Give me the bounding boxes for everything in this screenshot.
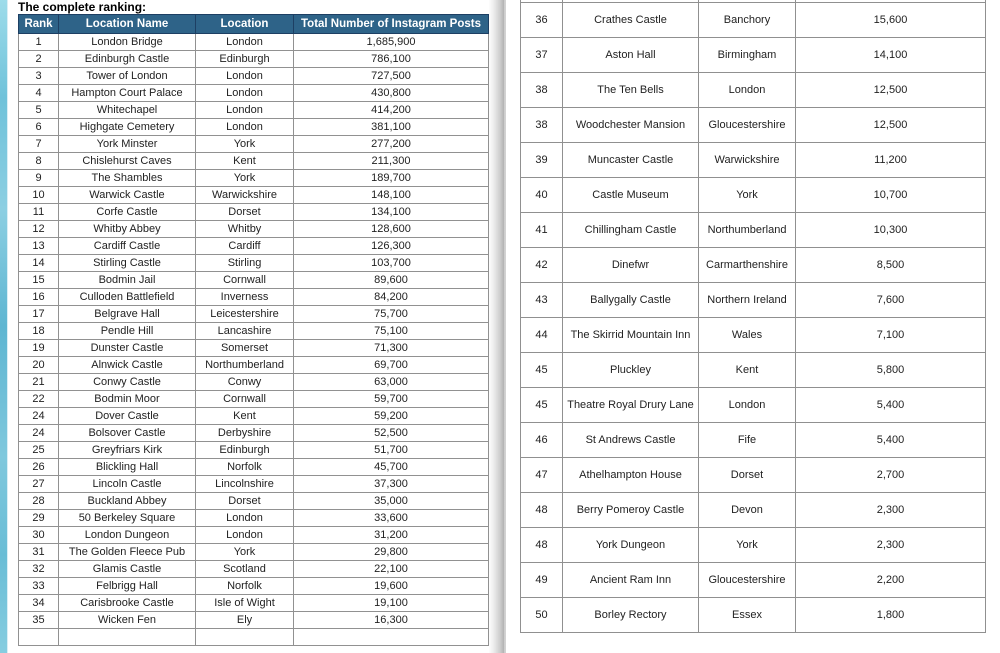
cell-rank: 34	[19, 595, 59, 612]
table-row	[521, 143, 986, 178]
cell-posts: 7,600	[796, 283, 986, 318]
table-row	[19, 544, 489, 561]
cell-location-name: Ancient Ram Inn	[563, 563, 699, 598]
table-row	[19, 595, 489, 612]
cell-rank: 27	[19, 476, 59, 493]
cell-rank: 1	[19, 34, 59, 51]
cell-location: Northumberland	[196, 357, 294, 374]
cell-posts: 786,100	[294, 51, 489, 68]
table-row	[19, 493, 489, 510]
table-row	[521, 283, 986, 318]
cell-rank: 9	[19, 170, 59, 187]
cell-location-name: Greyfriars Kirk	[59, 442, 196, 459]
cell-location: Ely	[196, 612, 294, 629]
table-row	[19, 51, 489, 68]
cell-posts: 8,500	[796, 248, 986, 283]
cell-location-name: Felbrigg Hall	[59, 578, 196, 595]
cell-location: Birmingham	[699, 38, 796, 73]
table-row	[19, 425, 489, 442]
cell-posts: 33,600	[294, 510, 489, 527]
cell-posts: 45,700	[294, 459, 489, 476]
cell-location: Lancashire	[196, 323, 294, 340]
cell-rank: 33	[19, 578, 59, 595]
cell-location-name: Warwick Castle	[59, 187, 196, 204]
cell-rank: 49	[521, 563, 563, 598]
cell-posts: 63,000	[294, 374, 489, 391]
cell-location-name: Dover Castle	[59, 408, 196, 425]
cell-location-name: Tower of London	[59, 68, 196, 85]
cell-location: London	[196, 102, 294, 119]
cell-location: York	[699, 528, 796, 563]
cell-posts: 12,500	[796, 108, 986, 143]
cell-location: London	[196, 85, 294, 102]
cell-location-name: Dunster Castle	[59, 340, 196, 357]
cell-posts: 11,200	[796, 143, 986, 178]
cell-location: Somerset	[196, 340, 294, 357]
cell-location: London	[699, 388, 796, 423]
cell-location-name: Hampton Court Palace	[59, 85, 196, 102]
cell-rank: 48	[521, 528, 563, 563]
cell-rank: 39	[521, 143, 563, 178]
cell-posts: 1,685,900	[294, 34, 489, 51]
cell-posts: 5,400	[796, 423, 986, 458]
cell-location-name: Buckland Abbey	[59, 493, 196, 510]
cell-rank: 25	[19, 442, 59, 459]
cell-posts: 134,100	[294, 204, 489, 221]
table-row	[19, 136, 489, 153]
cell-rank: 37	[521, 38, 563, 73]
cell-location: Warwickshire	[196, 187, 294, 204]
table-row	[19, 272, 489, 289]
table-row	[521, 528, 986, 563]
cell-location: Scotland	[196, 561, 294, 578]
table-row	[521, 213, 986, 248]
page-title: The complete ranking:	[18, 0, 147, 14]
cell-location: Derbyshire	[196, 425, 294, 442]
cell-location-name: Whitechapel	[59, 102, 196, 119]
cell-location: Fife	[699, 423, 796, 458]
cell-posts: 15,600	[796, 3, 986, 38]
table-row	[19, 442, 489, 459]
cell-posts: 103,700	[294, 255, 489, 272]
cell-location: London	[196, 34, 294, 51]
cell-posts: 1,800	[796, 598, 986, 633]
cell-rank: 7	[19, 136, 59, 153]
cell-location-name: 50 Berkeley Square	[59, 510, 196, 527]
cell-location-name: Stirling Castle	[59, 255, 196, 272]
table-row	[19, 102, 489, 119]
cell-location-name: Chillingham Castle	[563, 213, 699, 248]
table-row	[521, 353, 986, 388]
cell-posts: 31,200	[294, 527, 489, 544]
cell-posts: 84,200	[294, 289, 489, 306]
table-row	[19, 323, 489, 340]
cell-rank: 29	[19, 510, 59, 527]
cell-location: Banchory	[699, 3, 796, 38]
cell-rank: 6	[19, 119, 59, 136]
cell-location: Edinburgh	[196, 51, 294, 68]
cell-location-name: London Bridge	[59, 34, 196, 51]
table-row	[521, 318, 986, 353]
cell-location-name: The Golden Fleece Pub	[59, 544, 196, 561]
table-row	[19, 357, 489, 374]
cell-location: Northern Ireland	[699, 283, 796, 318]
cell-location-name: Culloden Battlefield	[59, 289, 196, 306]
column-header-location: Location	[196, 15, 294, 34]
cell-posts: 2,700	[796, 458, 986, 493]
cell-rank: 32	[19, 561, 59, 578]
page-edge-shadow	[489, 0, 506, 653]
table-row	[19, 527, 489, 544]
table-row	[19, 561, 489, 578]
cell-location: Cornwall	[196, 272, 294, 289]
cell-location-name: York Dungeon	[563, 528, 699, 563]
cell-rank: 28	[19, 493, 59, 510]
cell-posts: 148,100	[294, 187, 489, 204]
cell-posts: 37,300	[294, 476, 489, 493]
cell-location: Warwickshire	[699, 143, 796, 178]
cell-location-name: The Ten Bells	[563, 73, 699, 108]
table-row	[521, 598, 986, 633]
cell-posts: 414,200	[294, 102, 489, 119]
cell-rank: 45	[521, 388, 563, 423]
cell-location: Devon	[699, 493, 796, 528]
cell-location-name: Bodmin Jail	[59, 272, 196, 289]
table-row	[521, 38, 986, 73]
cell-location-name: Wicken Fen	[59, 612, 196, 629]
cell-location-name: Conwy Castle	[59, 374, 196, 391]
cell-rank: 42	[521, 248, 563, 283]
cell-location: York	[196, 170, 294, 187]
cell-location: Conwy	[196, 374, 294, 391]
cell-location: Essex	[699, 598, 796, 633]
cell-rank	[19, 629, 59, 646]
cell-location-name: Alnwick Castle	[59, 357, 196, 374]
cell-posts: 2,300	[796, 528, 986, 563]
cell-location-name: Carisbrooke Castle	[59, 595, 196, 612]
table-row	[521, 423, 986, 458]
table-row	[19, 255, 489, 272]
cell-posts: 19,100	[294, 595, 489, 612]
cell-location: Edinburgh	[196, 442, 294, 459]
table-row	[19, 306, 489, 323]
table-row	[19, 221, 489, 238]
cell-rank: 35	[19, 612, 59, 629]
cell-posts: 59,200	[294, 408, 489, 425]
cell-rank: 44	[521, 318, 563, 353]
cell-location: London	[699, 73, 796, 108]
cell-posts	[294, 629, 489, 646]
cell-rank: 26	[19, 459, 59, 476]
cell-rank: 31	[19, 544, 59, 561]
table-row	[521, 248, 986, 283]
cell-posts: 10,300	[796, 213, 986, 248]
table-row	[19, 459, 489, 476]
cell-rank: 43	[521, 283, 563, 318]
cell-posts: 2,200	[796, 563, 986, 598]
cell-location-name: Ballygally Castle	[563, 283, 699, 318]
cell-posts: 277,200	[294, 136, 489, 153]
cell-posts: 59,700	[294, 391, 489, 408]
table-row	[19, 68, 489, 85]
cell-rank: 48	[521, 493, 563, 528]
cell-location: Cardiff	[196, 238, 294, 255]
cell-rank: 24	[19, 408, 59, 425]
cell-location: Northumberland	[699, 213, 796, 248]
cell-location-name: Pluckley	[563, 353, 699, 388]
column-header-rank: Rank	[19, 15, 59, 34]
cell-location-name: St Andrews Castle	[563, 423, 699, 458]
cell-posts: 16,300	[294, 612, 489, 629]
cell-rank: 19	[19, 340, 59, 357]
cell-location: Carmarthenshire	[699, 248, 796, 283]
cell-rank: 17	[19, 306, 59, 323]
cell-posts: 22,100	[294, 561, 489, 578]
cell-location: Lincolnshire	[196, 476, 294, 493]
cell-posts: 71,300	[294, 340, 489, 357]
cell-location-name: York Minster	[59, 136, 196, 153]
table-row	[19, 374, 489, 391]
table-row	[19, 238, 489, 255]
cell-location: Wales	[699, 318, 796, 353]
cell-rank: 13	[19, 238, 59, 255]
cell-rank: 45	[521, 353, 563, 388]
cell-location-name: Dinefwr	[563, 248, 699, 283]
cell-rank: 2	[19, 51, 59, 68]
table-row	[19, 119, 489, 136]
cell-rank: 4	[19, 85, 59, 102]
cell-location: Kent	[699, 353, 796, 388]
cell-location: London	[196, 119, 294, 136]
table-row	[19, 578, 489, 595]
cell-posts: 75,100	[294, 323, 489, 340]
cell-location-name: Belgrave Hall	[59, 306, 196, 323]
table-row	[19, 408, 489, 425]
cell-posts: 5,400	[796, 388, 986, 423]
ranking-table-right	[520, 0, 986, 633]
cell-location: York	[699, 178, 796, 213]
cell-location-name: Pendle Hill	[59, 323, 196, 340]
table-row	[19, 340, 489, 357]
cell-posts: 89,600	[294, 272, 489, 289]
cell-location-name: The Shambles	[59, 170, 196, 187]
cell-posts: 381,100	[294, 119, 489, 136]
table-row	[521, 458, 986, 493]
table-row	[521, 563, 986, 598]
cell-location-name: Berry Pomeroy Castle	[563, 493, 699, 528]
cell-location: Gloucestershire	[699, 108, 796, 143]
cell-location: Norfolk	[196, 459, 294, 476]
cell-location-name: Blickling Hall	[59, 459, 196, 476]
cell-rank: 10	[19, 187, 59, 204]
table-row	[19, 510, 489, 527]
table-row	[19, 391, 489, 408]
table-row	[19, 170, 489, 187]
cell-location: Whitby	[196, 221, 294, 238]
cell-posts: 12,500	[796, 73, 986, 108]
cell-rank: 38	[521, 73, 563, 108]
table-row	[521, 108, 986, 143]
cell-location-name: Bolsover Castle	[59, 425, 196, 442]
cell-posts: 10,700	[796, 178, 986, 213]
cell-location-name: Borley Rectory	[563, 598, 699, 633]
cell-location	[196, 629, 294, 646]
cell-location: London	[196, 527, 294, 544]
cell-rank: 11	[19, 204, 59, 221]
cell-posts: 7,100	[796, 318, 986, 353]
cell-rank: 22	[19, 391, 59, 408]
cell-location-name: Lincoln Castle	[59, 476, 196, 493]
cell-rank: 14	[19, 255, 59, 272]
header-row	[19, 15, 489, 34]
ranking-table-left	[18, 14, 489, 646]
cell-rank: 41	[521, 213, 563, 248]
cell-rank: 36	[521, 3, 563, 38]
cell-rank: 21	[19, 374, 59, 391]
cell-location-name: Cardiff Castle	[59, 238, 196, 255]
cell-posts: 35,000	[294, 493, 489, 510]
cell-posts: 69,700	[294, 357, 489, 374]
cell-location-name: Corfe Castle	[59, 204, 196, 221]
table-row	[19, 34, 489, 51]
cell-rank: 30	[19, 527, 59, 544]
cell-location: Stirling	[196, 255, 294, 272]
cell-location-name: Muncaster Castle	[563, 143, 699, 178]
table-row	[521, 178, 986, 213]
cell-location-name: Bodmin Moor	[59, 391, 196, 408]
cell-rank: 38	[521, 108, 563, 143]
cell-location-name: Edinburgh Castle	[59, 51, 196, 68]
table-row	[19, 612, 489, 629]
partial-row	[19, 629, 489, 646]
table-row	[19, 187, 489, 204]
cell-rank: 18	[19, 323, 59, 340]
cell-location: York	[196, 544, 294, 561]
table-row	[521, 388, 986, 423]
cell-rank: 16	[19, 289, 59, 306]
cell-posts: 5,800	[796, 353, 986, 388]
cell-posts: 51,700	[294, 442, 489, 459]
cell-rank: 24	[19, 425, 59, 442]
cell-rank: 46	[521, 423, 563, 458]
cell-location-name: London Dungeon	[59, 527, 196, 544]
cell-location: Leicestershire	[196, 306, 294, 323]
cell-rank: 3	[19, 68, 59, 85]
table-row	[19, 85, 489, 102]
table-row	[19, 204, 489, 221]
page-background-strip	[0, 0, 8, 653]
cell-location-name	[59, 629, 196, 646]
cell-location: Dorset	[196, 204, 294, 221]
table-row	[521, 73, 986, 108]
cell-posts: 2,300	[796, 493, 986, 528]
cell-rank: 40	[521, 178, 563, 213]
cell-location: Kent	[196, 153, 294, 170]
cell-location-name: The Skirrid Mountain Inn	[563, 318, 699, 353]
cell-location: Isle of Wight	[196, 595, 294, 612]
cell-location-name: Woodchester Mansion	[563, 108, 699, 143]
cell-rank: 47	[521, 458, 563, 493]
cell-location-name: Castle Museum	[563, 178, 699, 213]
cell-posts: 52,500	[294, 425, 489, 442]
cell-location-name: Aston Hall	[563, 38, 699, 73]
cell-posts: 75,700	[294, 306, 489, 323]
cell-location: Gloucestershire	[699, 563, 796, 598]
cell-location: Dorset	[196, 493, 294, 510]
cell-location-name: Whitby Abbey	[59, 221, 196, 238]
cell-rank: 8	[19, 153, 59, 170]
cell-posts: 189,700	[294, 170, 489, 187]
table-row	[521, 493, 986, 528]
table-row	[19, 289, 489, 306]
table-row	[19, 153, 489, 170]
cell-rank: 50	[521, 598, 563, 633]
cell-location: Dorset	[699, 458, 796, 493]
table-row	[19, 476, 489, 493]
cell-location: London	[196, 68, 294, 85]
cell-location-name: Athelhampton House	[563, 458, 699, 493]
cell-posts: 727,500	[294, 68, 489, 85]
cell-posts: 19,600	[294, 578, 489, 595]
cell-posts: 128,600	[294, 221, 489, 238]
cell-posts: 126,300	[294, 238, 489, 255]
cell-location: London	[196, 510, 294, 527]
cell-rank: 5	[19, 102, 59, 119]
column-header-posts: Total Number of Instagram Posts	[294, 15, 489, 34]
table-row	[521, 3, 986, 38]
cell-posts: 14,100	[796, 38, 986, 73]
cell-location: Norfolk	[196, 578, 294, 595]
cell-posts: 211,300	[294, 153, 489, 170]
cell-posts: 29,800	[294, 544, 489, 561]
cell-location: Kent	[196, 408, 294, 425]
cell-location-name: Chislehurst Caves	[59, 153, 196, 170]
cell-location: Cornwall	[196, 391, 294, 408]
cell-location: Inverness	[196, 289, 294, 306]
column-header-location-name: Location Name	[59, 15, 196, 34]
cell-posts: 430,800	[294, 85, 489, 102]
cell-location: York	[196, 136, 294, 153]
cell-location-name: Highgate Cemetery	[59, 119, 196, 136]
cell-rank: 15	[19, 272, 59, 289]
cell-location-name: Theatre Royal Drury Lane	[563, 388, 699, 423]
cell-rank: 20	[19, 357, 59, 374]
cell-location-name: Crathes Castle	[563, 3, 699, 38]
cell-location-name: Glamis Castle	[59, 561, 196, 578]
cell-rank: 12	[19, 221, 59, 238]
